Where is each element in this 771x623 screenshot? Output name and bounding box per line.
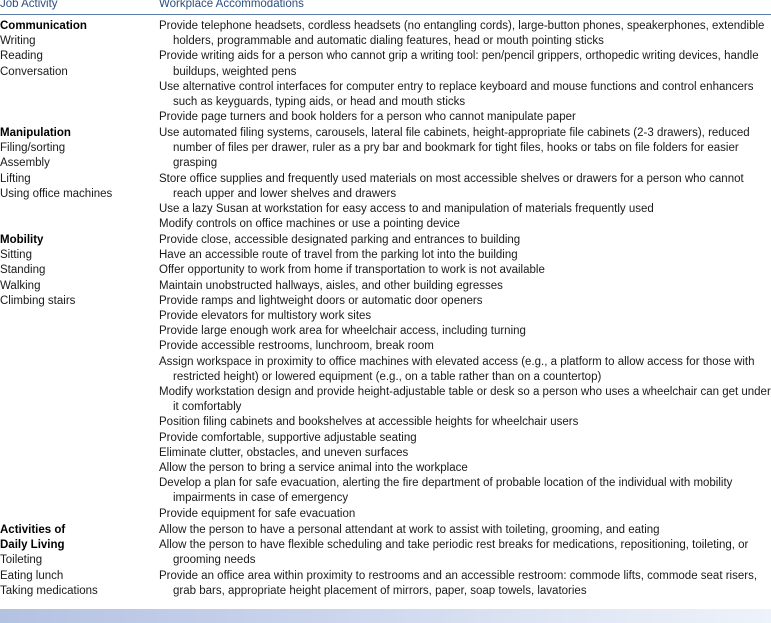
accommodation-column [159,126,771,232]
accommodation-column [159,523,771,599]
accommodation-item: Provide page turners and book holders for a person who cannot manipulate paper [159,111,576,124]
activity-item: Lifting [0,172,31,185]
activity-item: Sitting [0,249,32,262]
accommodation-item: Use alternative control interfaces for computer entry to replace keyboard and mouse functions and control enhancers such as keyguards, typing aids, or head and mouth sticks [159,80,754,109]
accommodation-item: Eliminate clutter, obstacles, and uneven surfaces [159,446,409,459]
accommodation-item: Position filing cabinets and bookshelves at accessible heights for wheelchair users [159,416,579,429]
activity-column [0,19,155,80]
activity-item: Eating lunch [0,569,64,582]
accommodation-item: Assign workspace in proximity to office machines with elevated access (e.g., a platform to allow access for those with restricted height) or lowered equipment (e.g., on a table rather than on a countertop) [159,355,755,383]
accommodation-item: Store office supplies and frequently used materials on most accessible shelves or drawers for a person who cannot reach upper and lower shelves and drawers [159,172,744,200]
accommodation-item: Allow the person to have flexible scheduling and take periodic rest breaks for medications, repositioning, toileting, or grooming needs [159,539,749,567]
accommodation-item: Provide an office area within proximity to restrooms and an accessible restroom: commode lifts, commode seat risers, grab bars, appropriate height placement of mirrors, paper, soap towels, lavatories [159,569,758,597]
activity-column [0,523,155,599]
accommodation-item: Provide accessible restrooms, lunchroom, break room [159,340,434,353]
activity-item: Taking medications [0,584,98,597]
activity-category: Activities of [0,524,66,536]
accommodation-item: Modify controls on office machines or use a pointing device [159,218,460,231]
accommodation-item: Offer opportunity to work from home if transportation to work is not available [159,264,545,277]
activity-item: Walking [0,279,41,292]
accommodation-item: Use a lazy Susan at workstation for easy access to and manipulation of materials frequently used [159,203,654,216]
header-workplace-accommodations: Workplace Accommodations [159,0,304,10]
accommodation-item: Have an accessible route of travel from the parking lot into the building [159,249,518,262]
accommodation-item: Use automated filing systems, carousels, lateral file cabinets, height-appropriate file cabinets (2-3 drawers), reduced number of files per drawer, ruler as a pry bar and bookmark for tight files, hooks or tabs on file folders for easier grasping [159,127,750,170]
table-header [0,0,771,15]
activity-item: Reading [0,50,43,63]
accommodation-item: Develop a plan for safe evacuation, alerting the fire department of probable location of the individual with mobility impairments in case of emergency [159,477,733,505]
accommodation-item: Allow the person to bring a service animal into the workplace [159,462,468,475]
accommodation-item: Provide writing aids for a person who cannot grip a writing tool: pen/pencil grippers, orthopedic writing devices, handle buildups, weighted pens [159,50,759,78]
activity-item: Climbing stairs [0,294,76,307]
accommodation-item: Provide ramps and lightweight doors or automatic door openers [159,294,483,307]
accommodation-item: Maintain unobstructed hallways, aisles, and other building egresses [159,279,503,292]
accommodation-column [159,233,771,522]
activity-category: Manipulation [0,127,71,139]
activity-category: Communication [0,20,87,32]
activity-item: Toileting [0,554,43,567]
accommodation-item: Provide comfortable, supportive adjustable seating [159,431,417,444]
footer-gradient-bar [0,609,771,623]
activity-category: Mobility [0,234,44,246]
activity-item: Conversation [0,65,68,78]
accommodation-item: Allow the person to have a personal attendant at work to assist with toileting, grooming, and eating [159,524,660,536]
header-job-activity: Job Activity [0,0,58,10]
activity-item: Standing [0,264,46,277]
accommodation-item: Provide equipment for safe evacuation [159,507,356,520]
activity-item: Writing [0,35,36,48]
accommodation-item: Provide elevators for multistory work sites [159,310,372,323]
accommodation-item: Modify workstation design and provide height-adjustable table or desk so a person who uses a wheelchair can get under it comfortably [159,386,771,414]
activity-column [0,126,155,202]
activity-item: Assembly [0,157,50,170]
activity-item: Using office machines [0,187,113,200]
accommodation-item: Provide close, accessible designated parking and entrances to building [159,234,521,246]
activity-column [0,233,155,309]
activity-category: Daily Living [0,539,65,552]
accommodation-column [159,19,771,125]
accommodation-item: Provide telephone headsets, cordless headsets (no entangling cords), large-button phones, speakerphones, extendible holders, programmable and automatic dialing features, head or mouth pointing sticks [159,20,765,48]
activity-item: Filing/sorting [0,142,66,155]
accommodation-item: Provide large enough work area for wheelchair access, including turning [159,325,526,338]
